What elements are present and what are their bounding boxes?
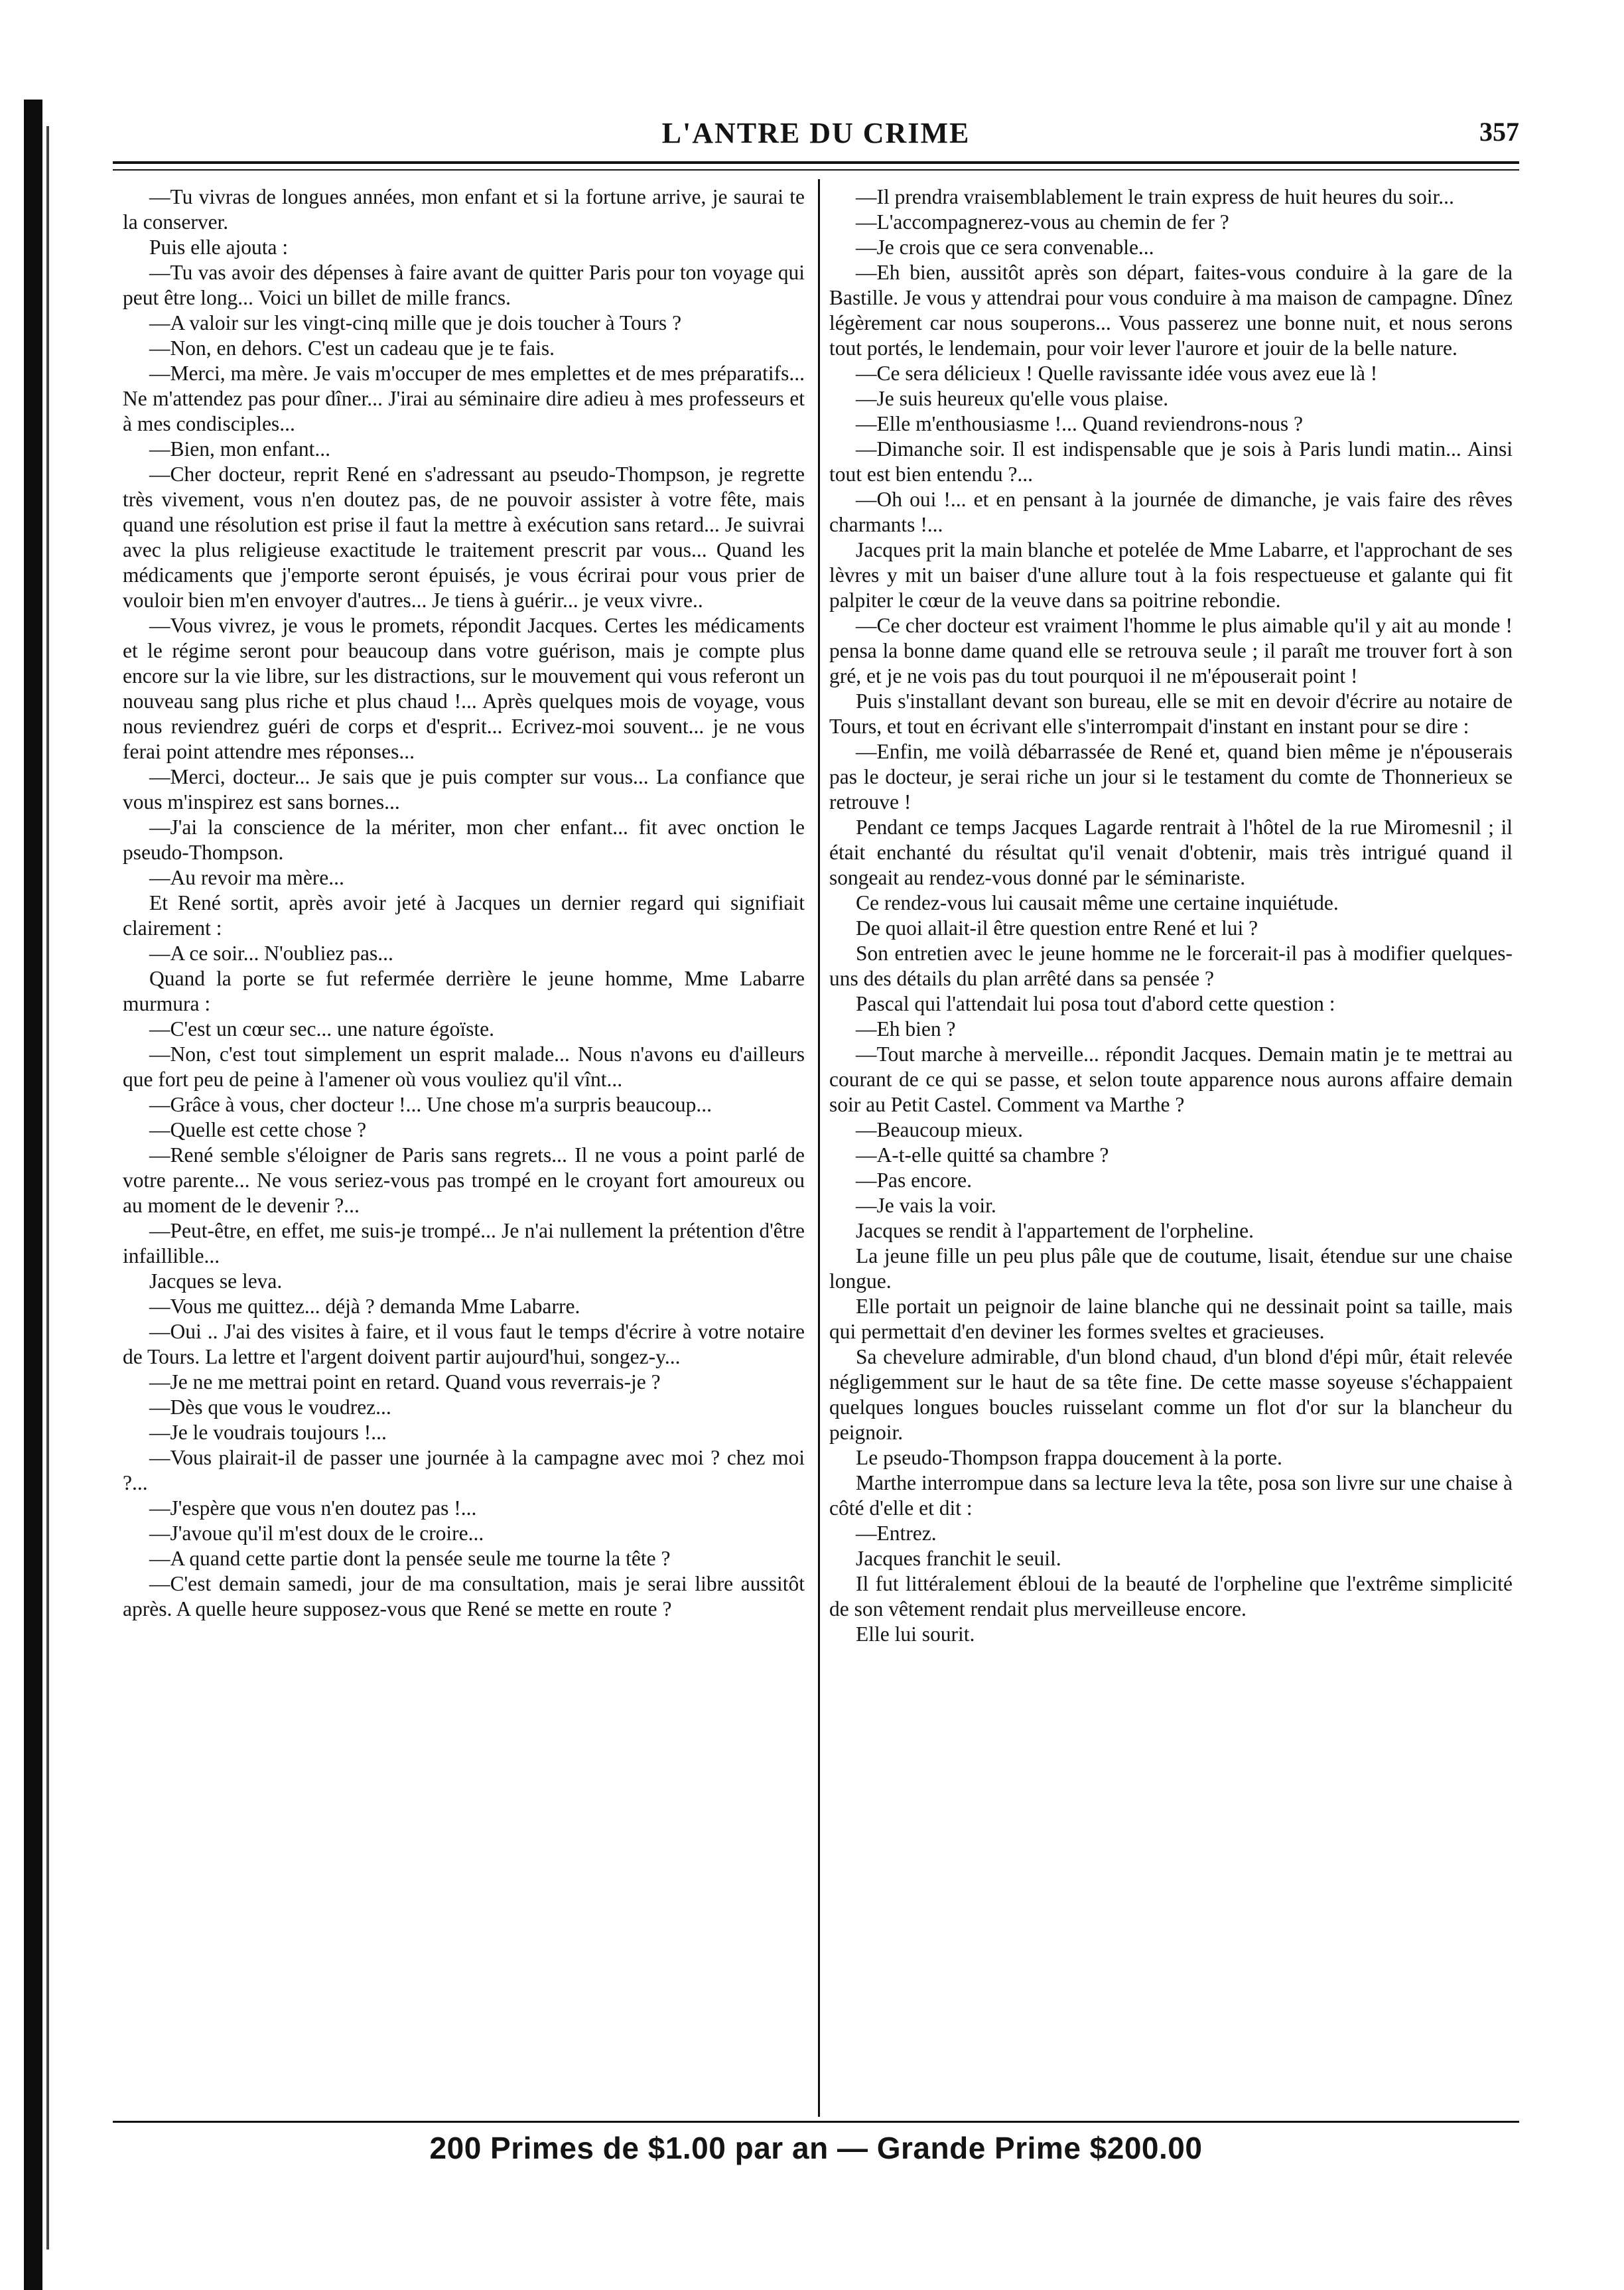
paragraph: —Merci, ma mère. Je vais m'occuper de mes emplettes et de mes préparatifs... Ne m'attendez pas pour dîner... J'irai au séminaire dire adieu à mes professeurs et à mes condisciples... — [123, 362, 805, 435]
paragraph: Pendant ce temps Jacques Lagarde rentrait à l'hôtel de la rue Miromesnil ; il était enchanté du résultat qu'il venait d'obtenir, mais très intrigué quand il songeait au rendez-vous donné par le séminariste. — [829, 816, 1513, 889]
paragraph: Puis elle ajouta : — [149, 236, 289, 259]
footer-banner: 200 Primes de $1.00 par an — Grande Prime $200.00 — [429, 2131, 1203, 2165]
paragraph: Elle portait un peignoir de laine blanche qui ne dessinait point sa taille, mais qui permettait d'en deviner les formes sveltes et gracieuses. — [829, 1295, 1513, 1343]
binding-edge — [24, 100, 42, 2290]
header-rule-thin — [113, 169, 1519, 171]
paragraph: Jacques se leva. — [149, 1269, 283, 1293]
paragraph: —L'accompagnerez-vous au chemin de fer ? — [856, 210, 1229, 234]
paragraph: —A ce soir... N'oubliez pas... — [149, 942, 393, 965]
paragraph: —Je crois que ce sera convenable... — [856, 236, 1154, 259]
paragraph: —J'ai la conscience de la mériter, mon cher enfant... fit avec onction le pseudo-Thompson. — [123, 816, 805, 864]
paragraph: —Dimanche soir. Il est indispensable que je sois à Paris lundi matin... Ainsi tout est bien entendu ?... — [829, 437, 1513, 486]
paragraph: —Vous me quittez... déjà ? demanda Mme Labarre. — [149, 1295, 580, 1318]
paragraph: —Non, en dehors. C'est un cadeau que je te fais. — [149, 336, 555, 360]
paragraph: Marthe interrompue dans sa lecture leva la tête, posa son livre sur une chaise à côté d'elle et dit : — [829, 1471, 1513, 1520]
paragraph: —Grâce à vous, cher docteur !... Une chose m'a surpris beaucoup... — [149, 1093, 712, 1116]
paragraph: —Merci, docteur... Je sais que je puis compter sur vous... La confiance que vous m'inspirez est sans bornes... — [123, 765, 805, 814]
paragraph: —C'est un cœur sec... une nature égoïste. — [149, 1017, 495, 1040]
paragraph: —Tout marche à merveille... répondit Jacques. Demain matin je te mettrai au courant de ce qui se passe, et selon toute apparence nous aurons affaire demain soir au Petit Castel. Comment va Marthe ? — [829, 1042, 1513, 1116]
paragraph: —Tu vas avoir des dépenses à faire avant de quitter Paris pour ton voyage qui peut être long... Voici un billet de mille francs. — [123, 261, 805, 309]
paragraph: —Je ne me mettrai point en retard. Quand vous reverrais-je ? — [149, 1370, 661, 1394]
paragraph: —Je le voudrais toujours !... — [149, 1421, 387, 1444]
paragraph: Sa chevelure admirable, d'un blond chaud, d'un blond d'épi mûr, était relevée négligemment sur le haut de sa tête fine. De cette masse soyeuse s'échappaient quelques longues boucles ruisselant comme un flot d'or sur la blancheur du peignoir. — [829, 1345, 1513, 1444]
paragraph: —Tu vivras de longues années, mon enfant et si la fortune arrive, je saurai te la conserver. — [123, 185, 805, 234]
paragraph: —Au revoir ma mère... — [149, 866, 344, 889]
paragraph: Quand la porte se fut refermée derrière le jeune homme, Mme Labarre murmura : — [123, 967, 805, 1015]
page-header — [113, 109, 1519, 156]
paragraph: Puis s'installant devant son bureau, elle se mit en devoir d'écrire au notaire de Tours, et tout en écrivant elle s'interrompait d'instant en instant pour se dire : — [829, 689, 1513, 738]
paragraph: —Beaucoup mieux. — [856, 1118, 1023, 1141]
paragraph: —Dès que vous le voudrez... — [149, 1395, 391, 1419]
column-divider — [818, 179, 820, 2117]
left-column — [123, 184, 805, 2112]
paragraph: —Oh oui !... et en pensant à la journée de dimanche, je vais faire des rêves charmants !... — [829, 488, 1513, 536]
paragraph: —Il prendra vraisemblablement le train express de huit heures du soir... — [856, 185, 1454, 208]
paragraph: Il fut littéralement ébloui de la beauté de l'orpheline que l'extrême simplicité de son vêtement rendait plus merveilleuse encore. — [829, 1572, 1513, 1620]
paragraph: —Pas encore. — [856, 1169, 972, 1192]
paragraph: —Non, c'est tout simplement un esprit malade... Nous n'avons eu d'ailleurs que fort peu de peine à l'amener où vous vouliez qu'il vînt... — [123, 1042, 805, 1091]
paragraph: —Elle m'enthousiasme !... Quand reviendrons-nous ? — [856, 412, 1304, 435]
paragraph: Elle lui sourit. — [856, 1622, 975, 1646]
paragraph: —Oui .. J'ai des visites à faire, et il vous faut le temps d'écrire à votre notaire de Tours. La lettre et l'argent doivent partir aujourd'hui, songez-y... — [123, 1320, 805, 1368]
paragraph: —J'avoue qu'il m'est doux de le croire... — [149, 1522, 484, 1545]
paragraph: —Je suis heureux qu'elle vous plaise. — [856, 387, 1169, 410]
paragraph: —Ce cher docteur est vraiment l'homme le plus aimable qu'il y ait au monde ! pensa la bonne dame quand elle se retrouva seule ; il paraît me trouver fort à son gré, et je ne vois pas du tout pourquoi il ne m'épouserait point ! — [829, 614, 1513, 687]
paragraph: —A-t-elle quitté sa chambre ? — [856, 1143, 1109, 1167]
paragraph: —Eh bien, aussitôt après son départ, faites-vous conduire à la gare de la Bastille. Je vous y attendrai pour vous conduire à ma maison de campagne. Dînez légèrement car nous souperons... Vous passerez une bonne nuit, et nous serons tout portés, le lendemain, pour voir lever l'aurore et jouir de la belle nature. — [829, 261, 1513, 360]
page-number: 357 — [1479, 117, 1519, 147]
running-title: L'ANTRE DU CRIME — [661, 117, 971, 149]
paragraph: De quoi allait-il être question entre René et lui ? — [856, 916, 1258, 940]
footer-rule — [113, 2121, 1519, 2123]
paragraph: Jacques franchit le seuil. — [856, 1547, 1061, 1570]
paragraph: Son entretien avec le jeune homme ne le forcerait-il pas à modifier quelques-uns des détails du plan arrêté dans sa pensée ? — [829, 942, 1513, 990]
paragraph: —Peut-être, en effet, me suis-je trompé... Je n'ai nullement la prétention d'être infaillible... — [123, 1219, 805, 1267]
paragraph: —Cher docteur, reprit René en s'adressant au pseudo-Thompson, je regrette très vivement, vous n'en doutez pas, de ne pouvoir assister à votre fête, mais quand une résolution est prise il faut la mettre à exécution sans retard... Je suivrai avec la plus religieuse exactitude le traitement prescrit par vous... Quand les médicaments que j'emporte seront épuisés, je vous écrirai pour vous prier de vouloir bien m'en envoyer d'autres... Je tiens à guérir... je veux vivre.. — [123, 463, 805, 612]
paragraph: —Bien, mon enfant... — [149, 437, 330, 461]
paragraph: —Ce sera délicieux ! Quelle ravissante idée vous avez eue là ! — [856, 362, 1378, 385]
paragraph: Ce rendez-vous lui causait même une certaine inquiétude. — [856, 891, 1339, 914]
paragraph: —René semble s'éloigner de Paris sans regrets... Il ne vous a point parlé de votre parente... Ne vous seriez-vous pas trompé en le croyant fort amoureux ou au moment de le devenir ?... — [123, 1143, 805, 1217]
paragraph: —C'est demain samedi, jour de ma consultation, mais je serai libre aussitôt après. A quelle heure supposez-vous que René se mette en route ? — [123, 1572, 805, 1620]
paragraph: —A valoir sur les vingt-cinq mille que je dois toucher à Tours ? — [149, 311, 682, 334]
paragraph: Et René sortit, après avoir jeté à Jacques un dernier regard qui signifiait clairement : — [123, 891, 805, 940]
paragraph: —Quelle est cette chose ? — [149, 1118, 367, 1141]
paragraph: —Entrez. — [856, 1522, 937, 1545]
paragraph: —Vous plairait-il de passer une journée à la campagne avec moi ? chez moi ?... — [123, 1446, 805, 1494]
paragraph: La jeune fille un peu plus pâle que de coutume, lisait, étendue sur une chaise longue. — [829, 1244, 1513, 1293]
paragraph: —Enfin, me voilà débarrassée de René et, quand bien même je n'épouserais pas le docteur, je serai riche un jour si le testament du comte de Thonnerieux se retrouve ! — [829, 740, 1513, 814]
paragraph: Le pseudo-Thompson frappa doucement à la porte. — [856, 1446, 1282, 1469]
paragraph: —Je vais la voir. — [856, 1194, 996, 1217]
header-rule-thick — [113, 161, 1519, 164]
paragraph: —Vous vivrez, je vous le promets, répondit Jacques. Certes les médicaments et le régime seront pour beaucoup dans votre guérison, mais je compte plus encore sur la vie libre, sur les distractions, sur le mouvement qui vous referont un nouveau sang plus riche et plus chaud !... Après quelques mois de voyage, vous nous reviendrez guéri de corps et d'esprit... Ecrivez-moi souvent... je ne vous ferai point attendre mes réponses... — [123, 614, 805, 763]
paragraph: Pascal qui l'attendait lui posa tout d'abord cette question : — [856, 992, 1335, 1015]
paragraph: —J'espère que vous n'en doutez pas !... — [149, 1496, 477, 1520]
paragraph: —Eh bien ? — [856, 1017, 956, 1040]
right-column — [829, 184, 1513, 2112]
paragraph: Jacques se rendit à l'appartement de l'orpheline. — [856, 1219, 1254, 1242]
paragraph: Jacques prit la main blanche et potelée de Mme Labarre, et l'approchant de ses lèvres y mit un baiser d'une allure tout à la fois respectueuse et galante qui fit palpiter le cœur de la veuve dans sa poitrine rebondie. — [829, 538, 1513, 612]
paragraph: —A quand cette partie dont la pensée seule me tourne la tête ? — [149, 1547, 671, 1570]
